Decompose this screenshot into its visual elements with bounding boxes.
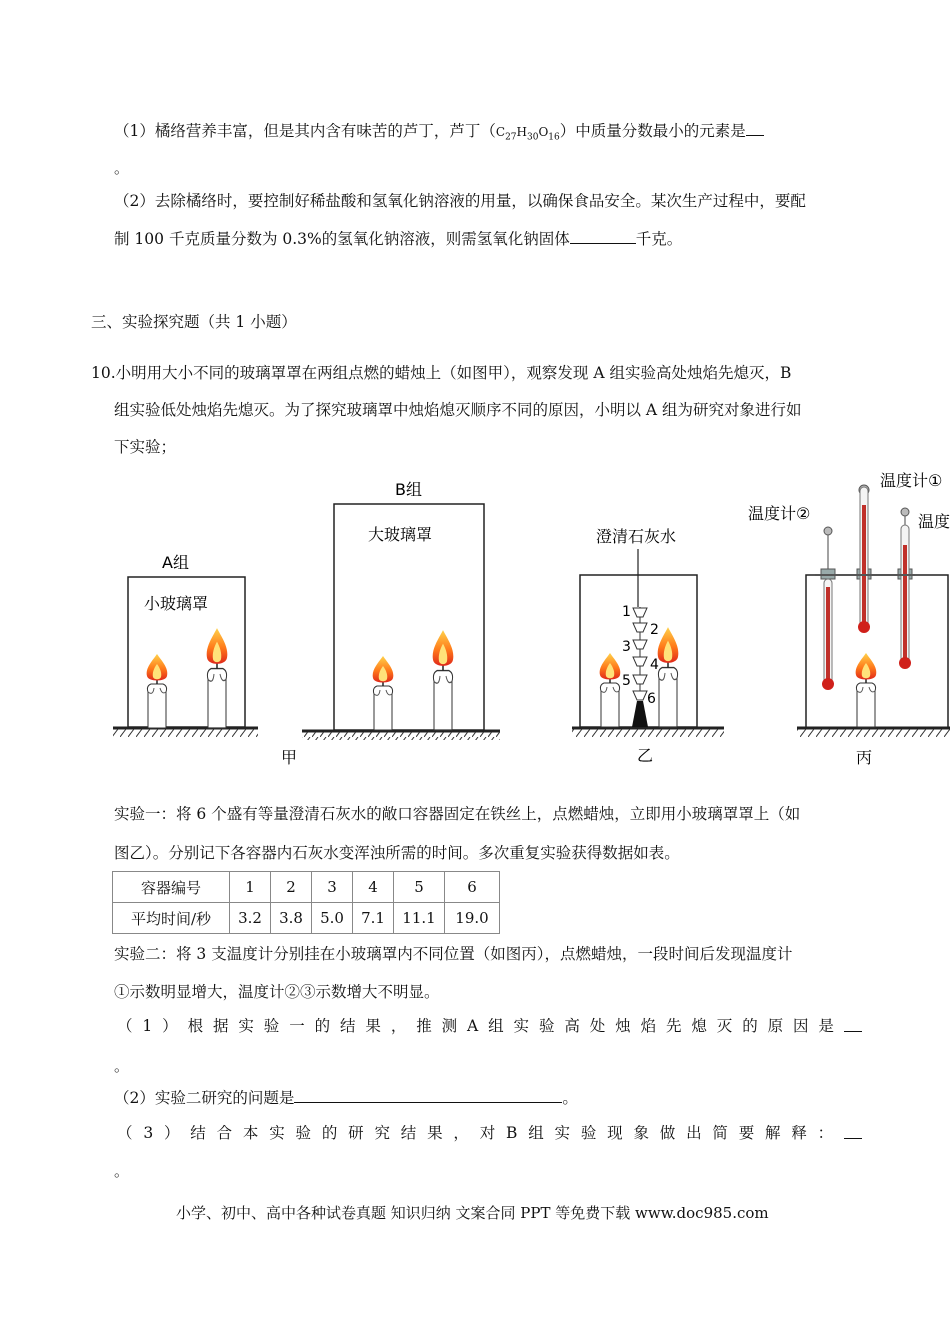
table-cell: 11.1 bbox=[394, 903, 445, 934]
limewater-label: 澄清石灰水 bbox=[596, 527, 677, 546]
candle-high-b bbox=[433, 630, 454, 730]
sub3-line: （ 3 ） 结 合 本 实 验 的 研 究 结 果 ， 对 B 组 实 验 现 象 做 出 简 要 解 释 ： bbox=[117, 1123, 862, 1143]
table-row bbox=[113, 903, 500, 934]
candle-low-b bbox=[373, 656, 394, 730]
candle-low-yi bbox=[600, 653, 621, 727]
q10-stem-line2: 组实验低处烛焰先熄灭。为了探究玻璃罩中烛焰熄灭顺序不同的原因，小明以 A 组为研究对象进行如 bbox=[114, 401, 802, 419]
sub1-end: 。 bbox=[114, 1057, 130, 1075]
table-cell: 19.0 bbox=[445, 903, 500, 934]
big-cover-label: 大玻璃罩 bbox=[368, 525, 433, 544]
answer-blank-q10-2[interactable] bbox=[294, 1087, 562, 1103]
exp1-line2: 图乙）。分别记下各容器内石灰水变浑浊所需的时间。多次重复实验获得数据如表。 bbox=[114, 844, 680, 862]
a-group-label: A组 bbox=[162, 553, 189, 572]
answer-blank-q10-3[interactable] bbox=[844, 1123, 862, 1139]
thermometer-3 bbox=[898, 508, 912, 669]
figure-bing-label: 丙 bbox=[856, 748, 873, 767]
thermometer-1 bbox=[857, 485, 871, 633]
table-header-time: 平均时间/秒 bbox=[113, 903, 230, 934]
b-group-label: B组 bbox=[395, 480, 422, 499]
candle-low-a bbox=[147, 654, 168, 728]
table-cell: 3.2 bbox=[230, 903, 271, 934]
table-cell: 7.1 bbox=[353, 903, 394, 934]
figure-bing bbox=[748, 471, 950, 737]
figure-a-group bbox=[113, 553, 258, 737]
q9-part1-end: 。 bbox=[114, 159, 130, 177]
table-header-container: 容器编号 bbox=[113, 872, 230, 903]
iron-stand-base bbox=[632, 701, 648, 727]
figure-jia-label: 甲 bbox=[281, 748, 298, 767]
figure-b-group bbox=[302, 480, 500, 740]
answer-blank-q10-1[interactable] bbox=[844, 1016, 862, 1032]
answer-blank-q9-1[interactable] bbox=[746, 120, 764, 136]
page-footer: 小学、初中、高中各种试卷真题 知识归纳 文案合同 PPT 等免费下载 www.doc985.com bbox=[176, 1204, 769, 1222]
sub1-line: （ 1 ） 根 据 实 验 一 的 结 果 ， 推 测 A 组 实 验 高 处 烛 焰 先 熄 灭 的 原 因 是 bbox=[117, 1016, 862, 1036]
table-cell: 6 bbox=[445, 872, 500, 903]
container-3-label: 3 bbox=[622, 639, 631, 655]
container-6-label: 6 bbox=[647, 691, 656, 707]
q10-stem-line1: 10.小明用大小不同的玻璃罩罩在两组点燃的蜡烛上（如图甲），观察发现 A 组实验高处烛焰先熄灭，B bbox=[91, 364, 792, 382]
formula-rutin: $C_{27}H_{30}O_{16}$ bbox=[495, 125, 560, 143]
q9-part1-line bbox=[114, 120, 764, 147]
q9-part1-prefix: （1）橘络营养丰富，但是其内含有味苦的芦丁，芦丁（ bbox=[114, 122, 496, 140]
table-cell: 1 bbox=[230, 872, 271, 903]
experiment-figure bbox=[0, 465, 950, 775]
thermometer-1-label: 温度计① bbox=[880, 471, 943, 490]
thermometer-2 bbox=[821, 527, 835, 690]
sub2-line: （2）实验二研究的问题是 。 bbox=[114, 1089, 578, 1107]
candle-high-a bbox=[207, 628, 228, 728]
exp2-line1: 实验二：将 3 支温度计分别挂在小玻璃罩内不同位置（如图丙），点燃蜡烛，一段时间后发现温度计 bbox=[114, 945, 793, 963]
q9-part2-line2: 制 100 千克质量分数为 0.3%的氢氧化钠溶液，则需氢氧化钠固体 千克。 bbox=[114, 230, 683, 248]
small-cover-label: 小玻璃罩 bbox=[144, 594, 209, 613]
table-cell: 3.8 bbox=[271, 903, 312, 934]
table-cell: 5.0 bbox=[312, 903, 353, 934]
q9-part2-line1: （2）去除橘络时，要控制好稀盐酸和氢氧化钠溶液的用量，以确保食品安全。某次生产过程中，要配 bbox=[114, 192, 806, 210]
q10-stem-line3: 下实验； bbox=[114, 438, 177, 456]
sub3-end: 。 bbox=[114, 1162, 130, 1180]
container-5-label: 5 bbox=[622, 673, 631, 689]
container-1-label: 1 bbox=[622, 604, 631, 620]
candle-high-yi bbox=[658, 627, 679, 727]
table-row bbox=[113, 872, 500, 903]
data-table bbox=[112, 871, 500, 934]
container-4-label: 4 bbox=[650, 657, 659, 673]
figure-yi-label: 乙 bbox=[637, 746, 654, 765]
table-cell: 3 bbox=[312, 872, 353, 903]
candle-bing bbox=[856, 653, 877, 727]
table-cell: 5 bbox=[394, 872, 445, 903]
figure-yi bbox=[572, 527, 724, 737]
answer-blank-q9-2[interactable] bbox=[570, 228, 636, 244]
section-title: 三、实验探究题（共 1 小题） bbox=[91, 313, 297, 331]
thermometer-3-label: 温度 bbox=[918, 512, 950, 531]
container-2-label: 2 bbox=[650, 622, 659, 638]
table-cell: 2 bbox=[271, 872, 312, 903]
thermometer-2-label: 温度计② bbox=[748, 504, 811, 523]
table-cell: 4 bbox=[353, 872, 394, 903]
exp2-line2: ①示数明显增大，温度计②③示数增大不明显。 bbox=[114, 983, 440, 1001]
exp1-line1: 实验一：将 6 个盛有等量澄清石灰水的敞口容器固定在铁丝上，点燃蜡烛，立即用小玻璃罩罩上（如 bbox=[114, 805, 801, 823]
q9-part1-suffix: ）中质量分数最小的元素是 bbox=[559, 122, 746, 140]
